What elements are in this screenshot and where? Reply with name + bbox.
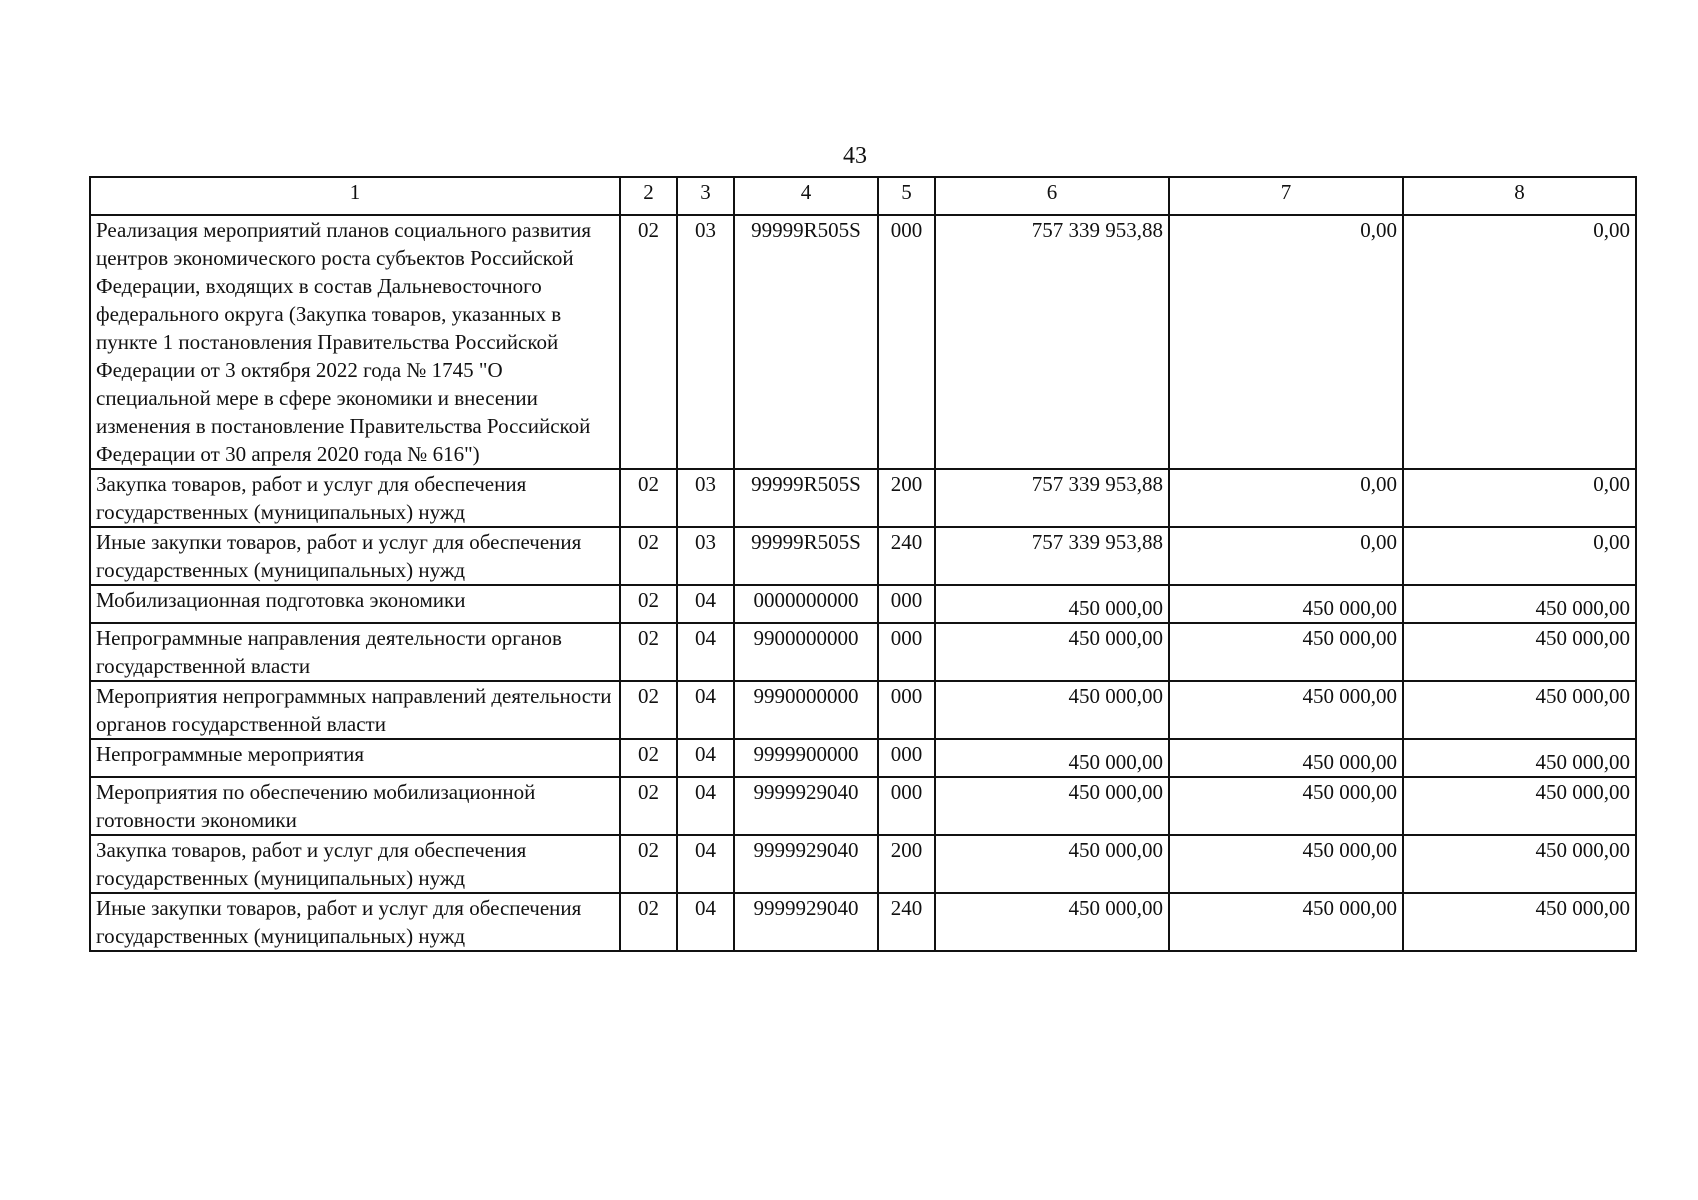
row-expense-type: 240	[878, 893, 935, 951]
table-row	[90, 585, 1636, 623]
row-expense-type: 000	[878, 777, 935, 835]
row-amount-6: 450 000,00	[935, 739, 1169, 777]
row-expense-type: 000	[878, 681, 935, 739]
row-target-article: 0000000000	[734, 585, 878, 623]
row-amount-8: 450 000,00	[1403, 585, 1636, 623]
row-subsection: 04	[677, 623, 734, 681]
row-section: 02	[620, 585, 677, 623]
row-amount-8: 450 000,00	[1403, 739, 1636, 777]
header-cell-3: 3	[677, 177, 734, 215]
row-amount-7: 0,00	[1169, 215, 1403, 469]
table-row	[90, 893, 1636, 951]
row-amount-8: 0,00	[1403, 469, 1636, 527]
row-amount-6: 450 000,00	[935, 777, 1169, 835]
row-name: Непрограммные направления деятельности органов государственной власти	[90, 623, 620, 681]
row-subsection: 04	[677, 835, 734, 893]
row-amount-6: 450 000,00	[935, 893, 1169, 951]
row-amount-6: 757 339 953,88	[935, 527, 1169, 585]
row-amount-7: 450 000,00	[1169, 681, 1403, 739]
row-subsection: 04	[677, 681, 734, 739]
row-name: Непрограммные мероприятия	[90, 739, 620, 777]
row-subsection: 04	[677, 739, 734, 777]
row-amount-6: 450 000,00	[935, 681, 1169, 739]
table-row	[90, 777, 1636, 835]
row-amount-8: 450 000,00	[1403, 777, 1636, 835]
row-amount-7: 450 000,00	[1169, 585, 1403, 623]
header-cell-8: 8	[1403, 177, 1636, 215]
row-amount-8: 0,00	[1403, 527, 1636, 585]
table-row	[90, 215, 1636, 469]
row-amount-8: 450 000,00	[1403, 681, 1636, 739]
header-cell-5: 5	[878, 177, 935, 215]
row-name: Закупка товаров, работ и услуг для обеспечения государственных (муниципальных) нужд	[90, 835, 620, 893]
row-expense-type: 000	[878, 585, 935, 623]
row-section: 02	[620, 777, 677, 835]
row-section: 02	[620, 623, 677, 681]
row-amount-8: 450 000,00	[1403, 893, 1636, 951]
row-name: Иные закупки товаров, работ и услуг для обеспечения государственных (муниципальных) нужд	[90, 893, 620, 951]
row-target-article: 99999R505S	[734, 527, 878, 585]
row-amount-6: 450 000,00	[935, 623, 1169, 681]
budget-table	[89, 176, 1637, 952]
row-amount-7: 450 000,00	[1169, 777, 1403, 835]
row-amount-6: 450 000,00	[935, 585, 1169, 623]
row-expense-type: 240	[878, 527, 935, 585]
row-section: 02	[620, 893, 677, 951]
row-subsection: 04	[677, 585, 734, 623]
row-target-article: 9999929040	[734, 835, 878, 893]
row-amount-8: 450 000,00	[1403, 623, 1636, 681]
row-amount-7: 450 000,00	[1169, 893, 1403, 951]
row-target-article: 99999R505S	[734, 215, 878, 469]
row-subsection: 04	[677, 893, 734, 951]
row-expense-type: 200	[878, 469, 935, 527]
row-name: Мероприятия непрограммных направлений деятельности органов государственной власти	[90, 681, 620, 739]
row-subsection: 03	[677, 527, 734, 585]
row-amount-7: 0,00	[1169, 527, 1403, 585]
row-target-article: 9999900000	[734, 739, 878, 777]
header-row	[90, 177, 1636, 215]
row-section: 02	[620, 681, 677, 739]
row-expense-type: 200	[878, 835, 935, 893]
page-number: 43	[843, 143, 867, 169]
row-amount-8: 0,00	[1403, 215, 1636, 469]
row-target-article: 99999R505S	[734, 469, 878, 527]
row-subsection: 03	[677, 469, 734, 527]
row-section: 02	[620, 215, 677, 469]
table-row	[90, 623, 1636, 681]
row-subsection: 04	[677, 777, 734, 835]
header-cell-1: 1	[90, 177, 620, 215]
row-target-article: 9990000000	[734, 681, 878, 739]
header-cell-2: 2	[620, 177, 677, 215]
row-subsection: 03	[677, 215, 734, 469]
row-target-article: 9999929040	[734, 777, 878, 835]
row-amount-7: 450 000,00	[1169, 739, 1403, 777]
row-target-article: 9999929040	[734, 893, 878, 951]
row-name: Закупка товаров, работ и услуг для обеспечения государственных (муниципальных) нужд	[90, 469, 620, 527]
table-row	[90, 469, 1636, 527]
row-amount-7: 0,00	[1169, 469, 1403, 527]
table-row	[90, 739, 1636, 777]
row-amount-7: 450 000,00	[1169, 623, 1403, 681]
table-row	[90, 681, 1636, 739]
header-cell-7: 7	[1169, 177, 1403, 215]
row-name: Иные закупки товаров, работ и услуг для обеспечения государственных (муниципальных) нужд	[90, 527, 620, 585]
row-amount-8: 450 000,00	[1403, 835, 1636, 893]
row-name: Мобилизационная подготовка экономики	[90, 585, 620, 623]
row-name: Мероприятия по обеспечению мобилизационной готовности экономики	[90, 777, 620, 835]
row-amount-6: 450 000,00	[935, 835, 1169, 893]
row-expense-type: 000	[878, 623, 935, 681]
row-amount-6: 757 339 953,88	[935, 215, 1169, 469]
row-name: Реализация мероприятий планов социального развития центров экономического роста субъектов Российской Федерации, входящих в состав Дальневосточного федерального округа (Закупка товаров, указанных в пункте 1 постановления Правительства Российской Федерации от 3 октября 2022 года № 1745 "О специальной мере в сфере экономики и внесении изменения в постановление Правительства Российской Федерации от 30 апреля 2020 года № 616")	[90, 215, 620, 469]
row-amount-7: 450 000,00	[1169, 835, 1403, 893]
row-section: 02	[620, 527, 677, 585]
row-expense-type: 000	[878, 215, 935, 469]
header-cell-6: 6	[935, 177, 1169, 215]
table-row	[90, 527, 1636, 585]
row-section: 02	[620, 469, 677, 527]
header-cell-4: 4	[734, 177, 878, 215]
row-target-article: 9900000000	[734, 623, 878, 681]
row-expense-type: 000	[878, 739, 935, 777]
row-amount-6: 757 339 953,88	[935, 469, 1169, 527]
table-row	[90, 835, 1636, 893]
row-section: 02	[620, 739, 677, 777]
row-section: 02	[620, 835, 677, 893]
